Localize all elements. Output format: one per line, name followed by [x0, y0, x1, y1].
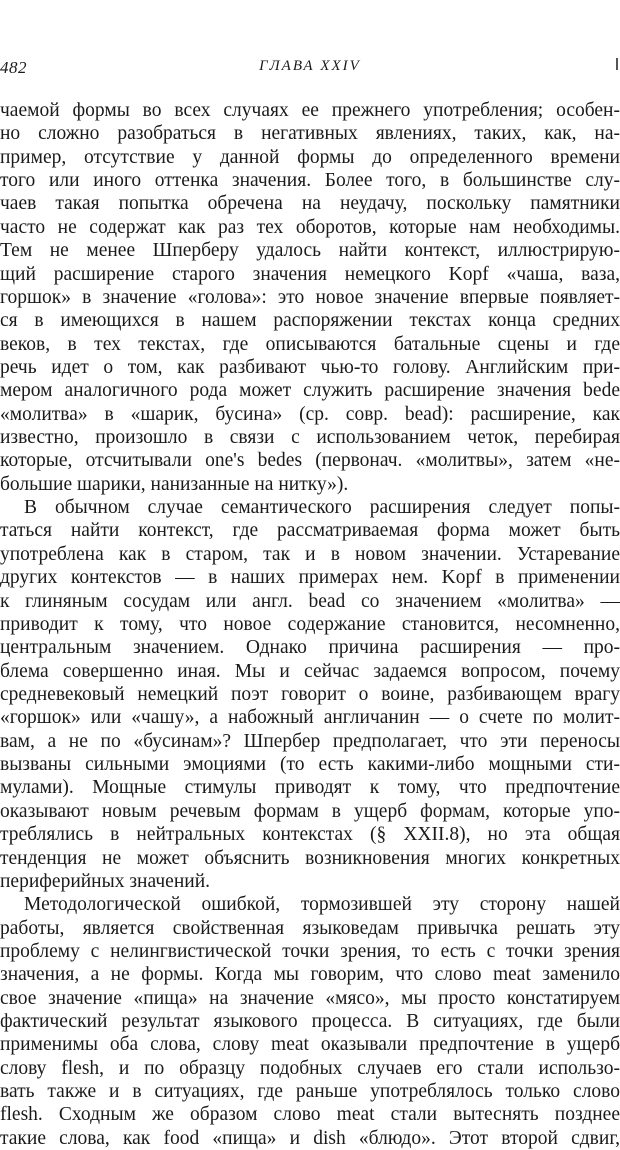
- text-line: фактический результат языкового процесса. В ситуациях, где были: [0, 1011, 620, 1033]
- text-line-paragraph-start: Методологической ошибкой, тормозившей эту сторону нашей: [24, 894, 620, 916]
- text-line: известно, произошло в связи с использованием четок, перебирая: [0, 427, 620, 449]
- text-line: Тем не менее Шперберу удалось найти контекст, иллюстрирую-: [0, 240, 620, 262]
- text-line: пример, отсутствие у данной формы до определенного времени: [0, 146, 620, 168]
- text-line: центральным значением. Однако причина расширения — про-: [0, 637, 620, 659]
- text-line: проблему с нелингвистической точки зрения, то есть с точки зрения: [0, 940, 620, 962]
- text-line: flesh. Сходным же образом слово meat стали вытеснять позднее: [0, 1104, 620, 1126]
- text-line: применимы оба слова, слову meat оказывали предпочтение в ущерб: [0, 1034, 620, 1056]
- text-line: значения, а не формы. Когда мы говорим, что слово meat заменило: [0, 964, 620, 986]
- text-line: оказывают новым речевым формам в ущерб формам, которые упо-: [0, 800, 620, 822]
- text-line: блема совершенно иная. Мы и сейчас задаемся вопросом, почему: [0, 660, 620, 682]
- text-line: к глиняным сосудам или англ. bead со значением «молитва» —: [0, 590, 620, 612]
- text-line-paragraph-start: В обычном случае семантического расширения следует попы-: [24, 497, 620, 519]
- text-line: вам, а не по «бусинам»? Шпербер предполагает, что эти переносы: [0, 730, 620, 752]
- page-number: 482: [0, 58, 27, 77]
- text-line: мером аналогичного рода может служить расширение значения bede: [0, 380, 620, 402]
- text-line: слову flesh, и по образцу подобных случаев его стали использо-: [0, 1057, 620, 1079]
- text-line: которые, отсчитывали one's bedes (первонач. «молитвы», затем «не-: [0, 450, 620, 472]
- text-line: веков, в тех текстах, где описываются батальные сцены и где: [0, 333, 620, 355]
- text-line: чаемой формы во всех случаях ее прежнего употребления; особен-: [0, 100, 620, 121]
- running-head: ГЛАВА XXIV: [259, 58, 361, 74]
- text-line: вызваны сильными эмоциями (то есть какими-либо мощными сти-: [0, 754, 620, 776]
- text-line: но сложно разобраться в негативных явлениях, таких, как, на-: [0, 123, 620, 145]
- text-line: вать также и в ситуациях, где раньше употреблялось только слово: [0, 1081, 620, 1103]
- text-line: чаев такая попытка обречена на неудачу, поскольку памятники: [0, 193, 620, 215]
- text-line-paragraph-end: большие шарики, нанизанные на нитку»).: [0, 473, 349, 495]
- text-line: тенденция не может объяснить возникновения многих конкретных: [0, 847, 620, 869]
- text-line-paragraph-end: периферийных значений.: [0, 870, 211, 892]
- text-line: треблялись в нейтральных контекстах (§ XXII.8), но эта общая: [0, 824, 620, 846]
- text-line: щий расширение старого значения немецкого Kopf «чаша, ваза,: [0, 263, 620, 285]
- text-line: других контекстов — в наших примерах нем. Kopf в применении: [0, 567, 620, 589]
- text-line: такие слова, как food «пища» и dish «блюдо». Этот второй сдвиг,: [0, 1127, 620, 1149]
- body-text: [0, 99, 620, 1150]
- text-line: часто не содержат как раз тех оборотов, которые нам необходимы.: [0, 216, 620, 238]
- text-line: горшок» в значение «голова»: это новое значение впервые появляет-: [0, 286, 620, 308]
- text-line: «горшок» или «чашу», а набожный англичанин — о счете по молит-: [0, 707, 620, 729]
- text-line: работы, является свойственная языковедам привычка решать эту: [0, 917, 620, 939]
- text-line: употреблена как в старом, так и в новом значении. Устаревание: [0, 543, 620, 565]
- page-header: [0, 58, 620, 82]
- text-line: ся в имеющихся в нашем распоряжении текстах конца средних: [0, 310, 620, 332]
- text-line: таться найти контекст, где рассматриваемая форма может быть: [0, 520, 620, 542]
- text-line: средневековый немецкий поэт говорит о воине, разбивающем врагу: [0, 683, 620, 705]
- text-line: мулами). Мощные стимулы приводят к тому, что предпочтение: [0, 777, 620, 799]
- text-line: свое значение «пища» на значение «мясо», мы просто констатируем: [0, 987, 620, 1009]
- scan-corner-mark: [616, 58, 618, 70]
- text-line: «молитва» в «шарик, бусина» (ср. совр. bead): расширение, как: [0, 403, 620, 425]
- text-line: речь идет о том, как разбивают чью-то голову. Английским при-: [0, 356, 620, 378]
- text-line: того или иного оттенка значения. Более того, в большинстве слу-: [0, 170, 620, 192]
- text-line: приводит к тому, что новое содержание становится, несомненно,: [0, 613, 620, 635]
